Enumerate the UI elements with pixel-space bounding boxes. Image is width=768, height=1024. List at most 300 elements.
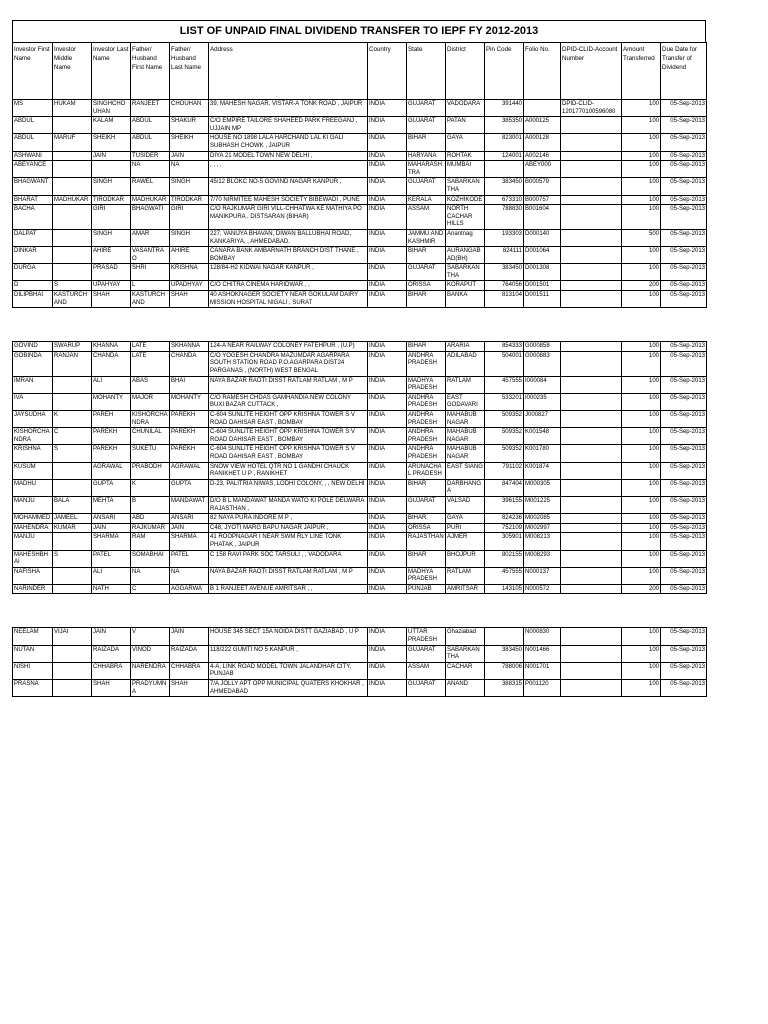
- table-cell: INDIA: [368, 445, 407, 462]
- table-cell: M000305: [524, 479, 561, 496]
- table-cell: 05-Sep-2013: [661, 479, 707, 496]
- table-cell: INDIA: [368, 462, 407, 479]
- table-cell: Anantnag: [446, 229, 485, 246]
- table-cell: MANJU: [13, 533, 53, 550]
- table-cell: [92, 161, 131, 178]
- dividend-report: [12, 20, 706, 697]
- table-cell: MADHU: [13, 479, 53, 496]
- table-cell: CHHABRA: [170, 662, 209, 679]
- table-cell: MEHTA: [92, 496, 131, 513]
- table-cell: PUNJAB: [407, 584, 446, 594]
- table-cell: MAHABUB NAGAR: [446, 411, 485, 428]
- table-cell: ANDHRA PRADESH: [407, 411, 446, 428]
- table-cell: MADHUKAR: [53, 195, 92, 205]
- table-cell: [561, 351, 622, 376]
- table-cell: ABAS: [131, 376, 170, 393]
- table-cell: ALI: [92, 376, 131, 393]
- table-cell: 305901: [485, 533, 524, 550]
- table-cell: ANDHRA PRADESH: [407, 428, 446, 445]
- table-cell: INDIA: [368, 523, 407, 533]
- table-cell: [561, 445, 622, 462]
- table-cell: TIRODKAR: [92, 195, 131, 205]
- table-cell: GAYA: [446, 134, 485, 151]
- table-cell: 533201: [485, 393, 524, 410]
- table-cell: [53, 645, 92, 662]
- table-cell: NAFISHA: [13, 567, 53, 584]
- table-cell: D001501: [524, 281, 561, 291]
- table-cell: 383450: [485, 178, 524, 195]
- table-cell: GUJARAT: [407, 100, 446, 117]
- table-cell: 509352: [485, 445, 524, 462]
- column-header: Address: [209, 43, 368, 100]
- table-cell: 05-Sep-2013: [661, 445, 707, 462]
- table-cell: CACHAR: [446, 662, 485, 679]
- table-cell: ARUNACHAL PRADESH: [407, 462, 446, 479]
- table-cell: MAHARASHTRA: [407, 161, 446, 178]
- table-cell: INDIA: [368, 247, 407, 264]
- table-cell: TIRODKAR: [170, 195, 209, 205]
- table-cell: NA: [170, 567, 209, 584]
- table-cell: 05-Sep-2013: [661, 205, 707, 230]
- table-cell: G000858: [524, 342, 561, 352]
- table-cell: 100: [622, 445, 661, 462]
- table-cell: AURANGABAD(BH): [446, 247, 485, 264]
- table-cell: ALI: [92, 567, 131, 584]
- table-cell: AGRAWAL: [92, 462, 131, 479]
- table-cell: [561, 533, 622, 550]
- table-cell: 100: [622, 205, 661, 230]
- table-cell: 45/12 BLOKC NO-5 GOVIND NAGAR KANPUR ,: [209, 178, 368, 195]
- table-cell: GOBINDA: [13, 351, 53, 376]
- table-cell: HARYANA: [407, 151, 446, 161]
- table-cell: 509352: [485, 428, 524, 445]
- table-row: [13, 445, 707, 462]
- table-cell: 227, VANIJYA BHAVAN, DIWAN BALLUBHAI ROAD, KANKARIYA, , AHMEDABAD.: [209, 229, 368, 246]
- table-cell: [561, 411, 622, 428]
- table-cell: 100: [622, 523, 661, 533]
- table-cell: SABARKANTHA: [446, 645, 485, 662]
- table-cell: DALPAT: [13, 229, 53, 246]
- table-cell: GUJARAT: [407, 496, 446, 513]
- table-cell: NARINDER: [13, 584, 53, 594]
- table-cell: BHAGWATI: [131, 205, 170, 230]
- table-row: [13, 393, 707, 410]
- table-row: [13, 550, 707, 567]
- table-cell: [53, 264, 92, 281]
- table-cell: 193303: [485, 229, 524, 246]
- table-cell: V: [131, 628, 170, 645]
- table-cell: K001780: [524, 445, 561, 462]
- table-cell: MANDAWAT: [170, 496, 209, 513]
- table-cell: INDIA: [368, 100, 407, 117]
- table-cell: P001120: [524, 680, 561, 697]
- table-cell: GUJARAT: [407, 680, 446, 697]
- table-cell: 82 NAYA PURA INDORE M P ,: [209, 514, 368, 524]
- table-cell: B001604: [524, 205, 561, 230]
- table-cell: GUJARAT: [407, 264, 446, 281]
- table-cell: BIHAR: [407, 247, 446, 264]
- table-cell: C-604 SUNLITE HEIGHT OPP KRISHNA TOWER S V ROAD DAHISAR EAST , BOMBAY: [209, 445, 368, 462]
- table-cell: 05-Sep-2013: [661, 523, 707, 533]
- table-cell: C/O RAJKUMAR GIRI VILL-CHHATWA KE MATHIYA PO MANIKPURA , DISTSARAN (BIHAR): [209, 205, 368, 230]
- table-cell: K001874: [524, 462, 561, 479]
- table-cell: KOZHIKODE: [446, 195, 485, 205]
- table-cell: 05-Sep-2013: [661, 351, 707, 376]
- table-cell: [561, 134, 622, 151]
- table-cell: INDIA: [368, 229, 407, 246]
- table-cell: SOMABHAI: [131, 550, 170, 567]
- table-cell: MADHYA PRADESH: [407, 567, 446, 584]
- table-cell: RAIZADA: [170, 645, 209, 662]
- column-header: Amount Transferred: [622, 43, 661, 100]
- table-cell: 100: [622, 247, 661, 264]
- table-cell: [561, 514, 622, 524]
- table-cell: 05-Sep-2013: [661, 645, 707, 662]
- table-cell: RAIZADA: [92, 645, 131, 662]
- table-cell: JAMEEL: [53, 514, 92, 524]
- table-cell: IMRAN: [13, 376, 53, 393]
- table-cell: [561, 264, 622, 281]
- table-row: [13, 342, 707, 352]
- table-cell: N000137: [524, 567, 561, 584]
- table-cell: SHARMA: [92, 533, 131, 550]
- table-cell: M002997: [524, 523, 561, 533]
- table-cell: 396155: [485, 496, 524, 513]
- table-cell: INDIA: [368, 151, 407, 161]
- table-cell: [53, 567, 92, 584]
- table-cell: BHOJPUR: [446, 550, 485, 567]
- table-cell: VALSAD: [446, 496, 485, 513]
- table-cell: PRASNA: [13, 680, 53, 697]
- table-cell: PAREKH: [92, 428, 131, 445]
- table-cell: 100: [622, 161, 661, 178]
- table-cell: INDIA: [368, 281, 407, 291]
- table-cell: DURGA: [13, 264, 53, 281]
- table-cell: K: [131, 479, 170, 496]
- column-header: Investor Last Name: [92, 43, 131, 100]
- table-row: [13, 264, 707, 281]
- table-row: [13, 151, 707, 161]
- table-cell: ORISSA: [407, 281, 446, 291]
- table-cell: C: [131, 584, 170, 594]
- table-cell: I000235: [524, 393, 561, 410]
- table-cell: AHIRE: [170, 247, 209, 264]
- table-cell: 100: [622, 376, 661, 393]
- table-cell: KHANNA: [92, 342, 131, 352]
- table-cell: GUPTA: [170, 479, 209, 496]
- table-cell: 824236: [485, 514, 524, 524]
- table-cell: PAREKH: [92, 445, 131, 462]
- table-cell: INDIA: [368, 680, 407, 697]
- table-cell: SHEIKH: [170, 134, 209, 151]
- table-row: [13, 100, 707, 117]
- table-row: [13, 205, 707, 230]
- table-cell: 100: [622, 117, 661, 134]
- table-cell: 05-Sep-2013: [661, 117, 707, 134]
- table-cell: MAHABUB NAGAR: [446, 445, 485, 462]
- table-cell: AJMER: [446, 533, 485, 550]
- table-cell: [561, 584, 622, 594]
- table-cell: [561, 161, 622, 178]
- table-cell: 802155: [485, 550, 524, 567]
- table-cell: 41 ROOPNAGAR I NEAR SWM RLY LINE TONK PHATAK , JAIPUR: [209, 533, 368, 550]
- table-cell: 823001: [485, 134, 524, 151]
- table-cell: [561, 151, 622, 161]
- table-cell: C: [53, 428, 92, 445]
- table-cell: RAJKUMAR: [131, 523, 170, 533]
- table-cell: BIHAR: [407, 134, 446, 151]
- table-cell: JAIN: [92, 151, 131, 161]
- table-cell: M002085: [524, 514, 561, 524]
- table-cell: [561, 393, 622, 410]
- table-cell: NATH: [92, 584, 131, 594]
- table-cell: MOHAMMED: [13, 514, 53, 524]
- table-cell: 100: [622, 496, 661, 513]
- table-cell: 100: [622, 479, 661, 496]
- table-cell: ANDHRA PRADESH: [407, 393, 446, 410]
- table-cell: ASHWANI: [13, 151, 53, 161]
- table-row: [13, 117, 707, 134]
- table-cell: GUJARAT: [407, 645, 446, 662]
- table-cell: L: [131, 281, 170, 291]
- table-cell: IVA: [13, 393, 53, 410]
- table-cell: INDIA: [368, 514, 407, 524]
- table-cell: I000084: [524, 376, 561, 393]
- table-cell: INDIA: [368, 376, 407, 393]
- table-cell: ABDUL: [13, 117, 53, 134]
- table-cell: KORAPUT: [446, 281, 485, 291]
- table-cell: 124-A NEAR RAILWAY COLONEY FATEHPUR , (U.P): [209, 342, 368, 352]
- table-row: [13, 247, 707, 264]
- table-cell: 05-Sep-2013: [661, 662, 707, 679]
- table-cell: 40 ASHOKNAGER SOCIETY NEAR GOKULAM DAIRY MISSION HOSPITAL NIGALI , SURAT: [209, 291, 368, 308]
- table-cell: JAIN: [170, 523, 209, 533]
- table-cell: 100: [622, 533, 661, 550]
- table-cell: KISHORCHANDRA: [13, 428, 53, 445]
- table-cell: 100: [622, 393, 661, 410]
- table-cell: EAST GODAVARI: [446, 393, 485, 410]
- table-cell: K001548: [524, 428, 561, 445]
- table-cell: INDIA: [368, 411, 407, 428]
- table-cell: GOVIND: [13, 342, 53, 352]
- table-cell: [561, 662, 622, 679]
- table-cell: SINGHCHOUHAN: [92, 100, 131, 117]
- table-cell: CHOUHAN: [170, 100, 209, 117]
- table-cell: NAYA BAZAR RAOTI DISST RATLAM RATLAM , M P: [209, 376, 368, 393]
- table-cell: 100: [622, 411, 661, 428]
- table-cell: C/O RAMESH CHDAS GAMHANDIA NEW COLONY BUXI BAZAR CUTTACK ,: [209, 393, 368, 410]
- table-cell: SHAH: [92, 680, 131, 697]
- table-row: [13, 195, 707, 205]
- table-cell: [561, 462, 622, 479]
- table-cell: ADILABAD: [446, 351, 485, 376]
- table-cell: MS: [13, 100, 53, 117]
- table-cell: 05-Sep-2013: [661, 195, 707, 205]
- table-cell: MADHYA PRADESH: [407, 376, 446, 393]
- table-cell: INDIA: [368, 264, 407, 281]
- table-cell: LATE: [131, 342, 170, 352]
- table-cell: 05-Sep-2013: [661, 496, 707, 513]
- table-cell: INDIA: [368, 628, 407, 645]
- table-cell: DARBHANGA: [446, 479, 485, 496]
- table-cell: 504001: [485, 351, 524, 376]
- table-cell: JAMMU AND KASHMIR: [407, 229, 446, 246]
- table-cell: INDIA: [368, 550, 407, 567]
- table-cell: B: [131, 496, 170, 513]
- table-cell: [561, 247, 622, 264]
- header-row: [13, 43, 707, 100]
- table-cell: [561, 550, 622, 567]
- table-row: [13, 178, 707, 195]
- table-cell: 05-Sep-2013: [661, 462, 707, 479]
- table-cell: 7/70 NIRMITEE MAHESH SOCIETY BIBEWADI , PUNE: [209, 195, 368, 205]
- table-cell: MADHUKAR: [131, 195, 170, 205]
- table-row: [13, 351, 707, 376]
- table-cell: [53, 151, 92, 161]
- table-cell: GUJARAT: [407, 117, 446, 134]
- table-cell: , , , ,: [209, 161, 368, 178]
- table-cell: [561, 281, 622, 291]
- table-cell: ASSAM: [407, 662, 446, 679]
- table-cell: JAIN: [170, 628, 209, 645]
- table-cell: JAYSUDHA: [13, 411, 53, 428]
- table-cell: PAREH: [92, 411, 131, 428]
- table-row: [13, 134, 707, 151]
- table-cell: 500: [622, 229, 661, 246]
- column-header: Pin Code: [485, 43, 524, 100]
- table-cell: MANJU: [13, 496, 53, 513]
- table-cell: ABD: [131, 514, 170, 524]
- table-cell: 847404: [485, 479, 524, 496]
- table-cell: 788830: [485, 205, 524, 230]
- table-cell: ANDHRA PRADESH: [407, 351, 446, 376]
- table-cell: 509352: [485, 411, 524, 428]
- table-cell: INDIA: [368, 195, 407, 205]
- table-cell: GUJARAT: [407, 178, 446, 195]
- table-cell: [561, 117, 622, 134]
- table-cell: NEELAM: [13, 628, 53, 645]
- table-cell: PATAN: [446, 117, 485, 134]
- table-cell: KUMAR: [53, 523, 92, 533]
- table-cell: 05-Sep-2013: [661, 550, 707, 567]
- table-cell: [53, 462, 92, 479]
- table-cell: ANSARI: [92, 514, 131, 524]
- table-cell: SHAH: [170, 680, 209, 697]
- table-cell: 824111: [485, 247, 524, 264]
- table-cell: N001701: [524, 662, 561, 679]
- table-cell: VASANTRAO: [131, 247, 170, 264]
- table-cell: [53, 479, 92, 496]
- table-cell: NA: [131, 567, 170, 584]
- table-row: [13, 662, 707, 679]
- table-cell: 05-Sep-2013: [661, 247, 707, 264]
- table-cell: [53, 680, 92, 697]
- table-cell: SHAH: [170, 291, 209, 308]
- table-row: [13, 411, 707, 428]
- table-cell: D001064: [524, 247, 561, 264]
- table-cell: BIHAR: [407, 342, 446, 352]
- table-cell: [561, 205, 622, 230]
- table-cell: SHAKUR: [170, 117, 209, 134]
- column-header: Investor Middle Name: [53, 43, 92, 100]
- table-cell: MUMBAI: [446, 161, 485, 178]
- table-cell: KRISHNA: [13, 445, 53, 462]
- table-cell: MAHABUB NAGAR: [446, 428, 485, 445]
- table-cell: SHARMA: [170, 533, 209, 550]
- table-cell: KUSUM: [13, 462, 53, 479]
- table-row: [13, 462, 707, 479]
- table-cell: BIHAR: [407, 291, 446, 308]
- table-cell: CANARA BANK AMBARNATH BRANCH DIST THANE , BOMBAY: [209, 247, 368, 264]
- table-cell: 100: [622, 680, 661, 697]
- table-cell: UPADHYAY: [170, 281, 209, 291]
- table-cell: DINKAR: [13, 247, 53, 264]
- table-cell: 100: [622, 264, 661, 281]
- table-row: [13, 281, 707, 291]
- table-cell: N001466: [524, 645, 561, 662]
- table-cell: M008213: [524, 533, 561, 550]
- table-cell: SINGH: [170, 229, 209, 246]
- table-cell: 05-Sep-2013: [661, 514, 707, 524]
- table-cell: C/O CHITRA CINEMA HARIDWAR , ,: [209, 281, 368, 291]
- table-cell: BHAGWANT: [13, 178, 53, 195]
- table-cell: AGRAWAL: [170, 462, 209, 479]
- table-cell: MAHENDRA: [13, 523, 53, 533]
- column-header: State: [407, 43, 446, 100]
- table-cell: INDIA: [368, 161, 407, 178]
- table-cell: VADODARA: [446, 100, 485, 117]
- table-cell: M008293: [524, 550, 561, 567]
- table-cell: BHAI: [170, 376, 209, 393]
- table-cell: D-23, PALITRIA NIWAS, LODHI COLONY, , , NEW DELHI: [209, 479, 368, 496]
- table-cell: 143105: [485, 584, 524, 594]
- table-cell: AMAR: [131, 229, 170, 246]
- table-cell: C 158 RAVI PARK SOC TARSULI , , VADODARA: [209, 550, 368, 567]
- table-cell: 100: [622, 342, 661, 352]
- table-cell: 100: [622, 645, 661, 662]
- table-cell: MARUF: [53, 134, 92, 151]
- table-cell: B000579: [524, 178, 561, 195]
- table-cell: RATLAM: [446, 376, 485, 393]
- table-cell: 100: [622, 514, 661, 524]
- table-cell: A000128: [524, 134, 561, 151]
- table-cell: PRADYUMNA: [131, 680, 170, 697]
- table-cell: KISHORCHANDRA: [131, 411, 170, 428]
- table-cell: HUKAM: [53, 100, 92, 117]
- table-cell: INDIA: [368, 645, 407, 662]
- table-cell: 673310: [485, 195, 524, 205]
- table-cell: [53, 376, 92, 393]
- table-cell: BIHAR: [407, 550, 446, 567]
- table-cell: 200: [622, 281, 661, 291]
- table-row: [13, 161, 707, 178]
- table-cell: BIHAR: [407, 479, 446, 496]
- table-cell: MAHESHBHAI: [13, 550, 53, 567]
- table-cell: M001225: [524, 496, 561, 513]
- table-cell: [53, 247, 92, 264]
- table-cell: KRISHNA: [170, 264, 209, 281]
- table-cell: [561, 178, 622, 195]
- table-cell: BALA: [53, 496, 92, 513]
- table-cell: BANKA: [446, 291, 485, 308]
- table-cell: 100: [622, 100, 661, 117]
- table-cell: ABDUL: [131, 134, 170, 151]
- table-cell: 05-Sep-2013: [661, 151, 707, 161]
- table-cell: JAIN: [170, 151, 209, 161]
- table-cell: PAREKH: [170, 411, 209, 428]
- table-cell: 100: [622, 291, 661, 308]
- table-cell: 05-Sep-2013: [661, 161, 707, 178]
